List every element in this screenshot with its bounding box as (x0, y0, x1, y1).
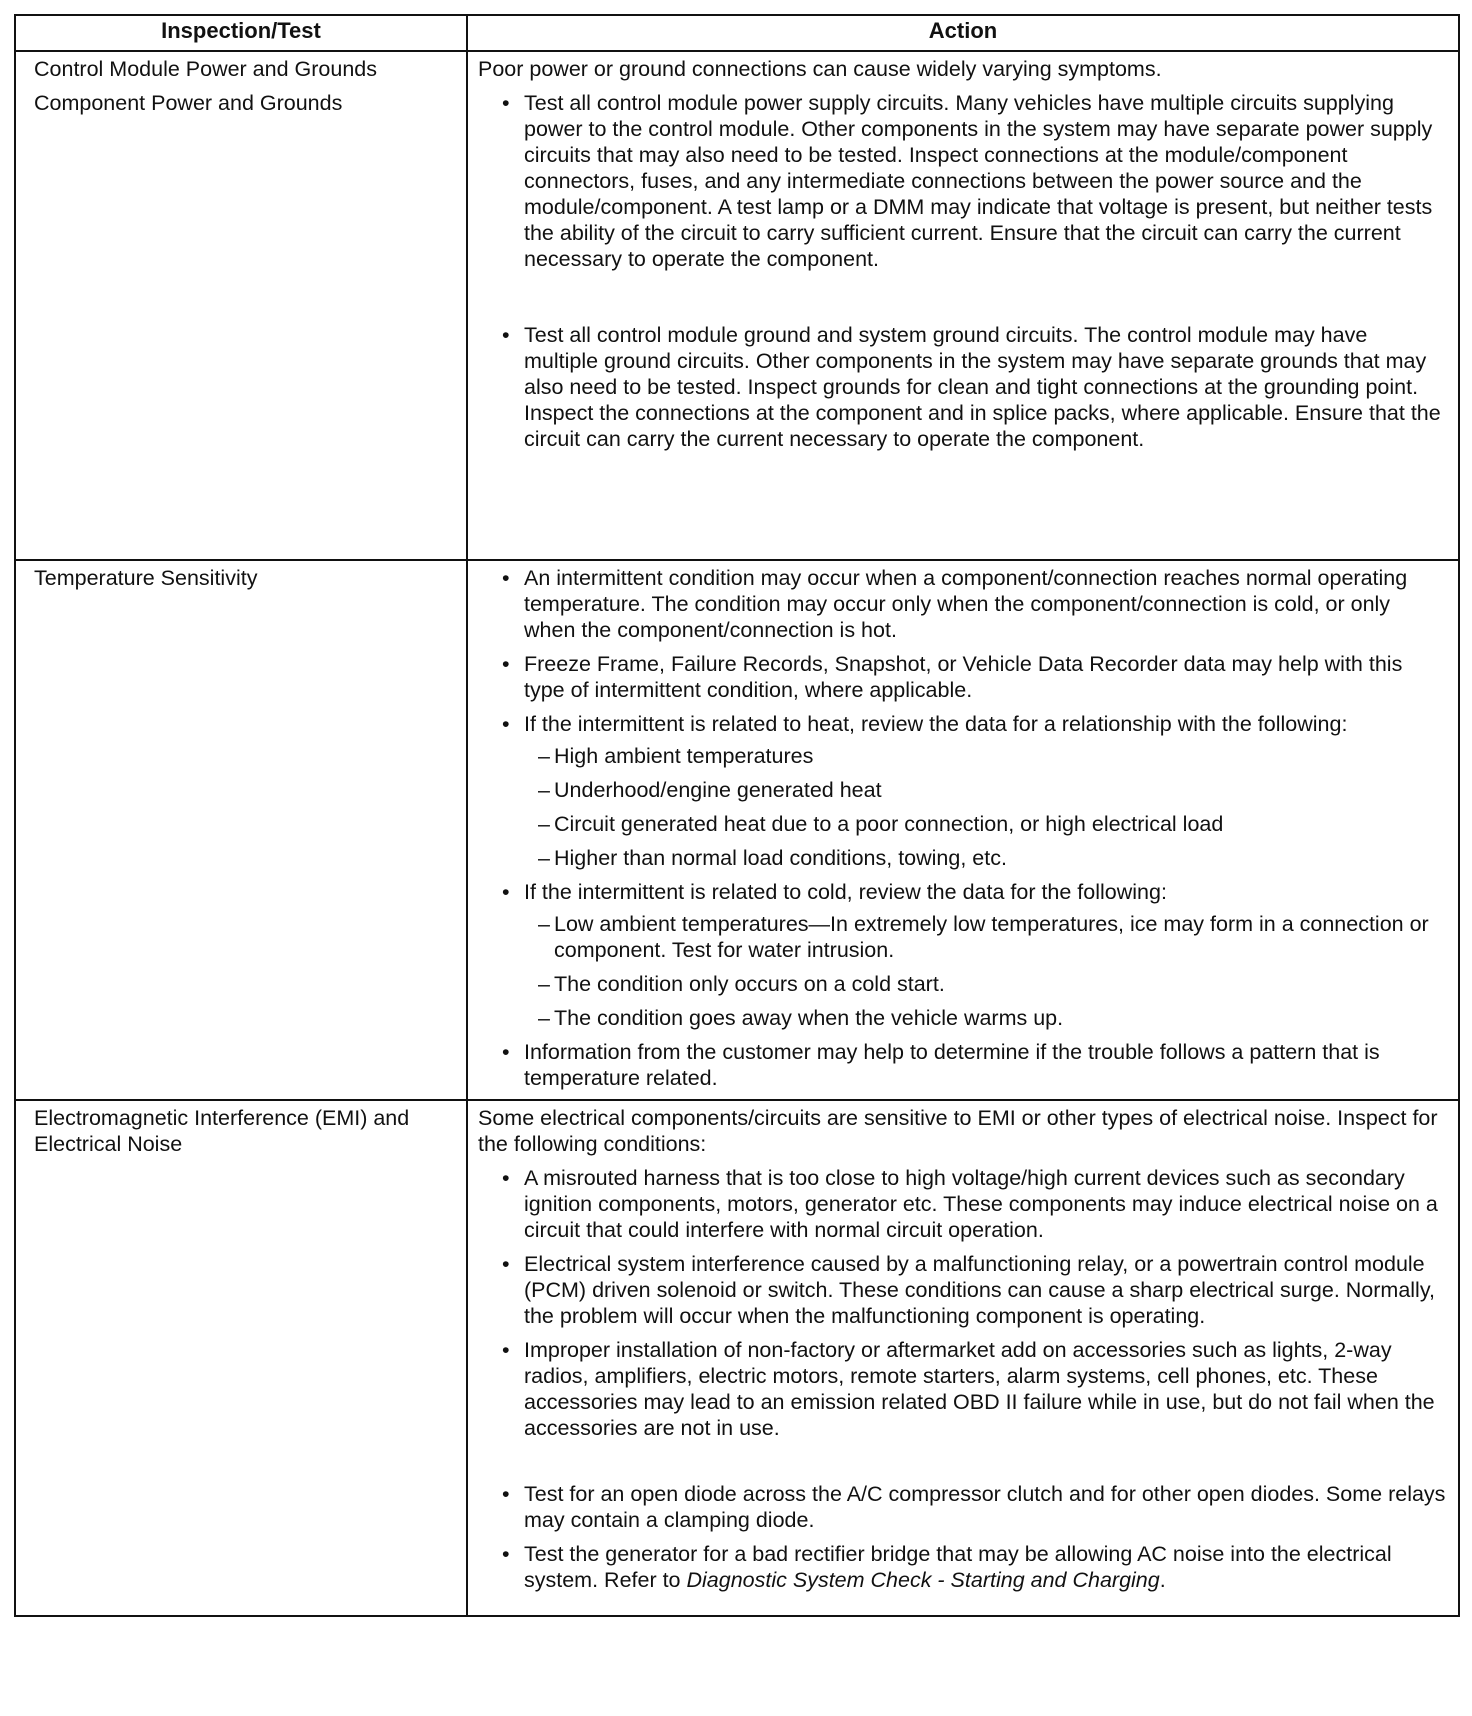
action-bullet: • Test all control module ground and system ground circuits. The control module may have multiple ground circuits. Other components in the system may have separate grounds that may also need to be tested. Inspect grounds for clean and tight connections at the grounding point. Inspect the connections at the component and in splice packs, where applicable. Ensure that the circuit can carry the current necessary to operate the component. (502, 322, 1446, 452)
action-bullet-text: Test the generator for a bad rectifier bridge that may be allowing AC noise into the electrical system. Refer to (524, 1542, 1392, 1592)
action-bullet: • Freeze Frame, Failure Records, Snapshot, or Vehicle Data Recorder data may help with this type of intermittent condition, where applicable. (502, 651, 1446, 703)
sub-item: – High ambient temperatures (538, 743, 1446, 769)
sub-item: – Circuit generated heat due to a poor connection, or high electrical load (538, 811, 1446, 837)
action-cell (467, 51, 1459, 560)
action-cell (467, 1100, 1459, 1616)
action-bullet: • A misrouted harness that is too close to high voltage/high current devices such as secondary ignition components, motors, generator etc. These components may induce electrical noise on a circuit that could interfere with normal circuit operation. (502, 1165, 1446, 1243)
inspection-table (14, 14, 1460, 1617)
header-inspection-test: Inspection/Test (15, 15, 467, 51)
action-bullet (502, 711, 1446, 871)
diagnostic-reference-link: Diagnostic System Check - Starting and Charging (686, 1568, 1160, 1592)
action-bullet-list (478, 90, 1446, 452)
header-action: Action (467, 15, 1459, 51)
sub-item: – Higher than normal load conditions, towing, etc. (538, 845, 1446, 871)
sub-item: – The condition goes away when the vehicle warms up. (538, 1005, 1446, 1031)
action-bullet (502, 879, 1446, 1031)
action-bullet: • Test for an open diode across the A/C compressor clutch and for other open diodes. Some relays may contain a clamping diode. (502, 1481, 1446, 1533)
action-cell (467, 560, 1459, 1100)
inspection-cell (15, 1100, 467, 1616)
table-row (15, 560, 1459, 1100)
sub-list-cold (524, 911, 1446, 1031)
action-bullet: • Electrical system interference caused by a malfunctioning relay, or a powertrain control module (PCM) driven solenoid or switch. These conditions can cause a sharp electrical surge. Normally, the problem will occur when the malfunctioning component is operating. (502, 1251, 1446, 1329)
action-bullet: • Information from the customer may help to determine if the trouble follows a pattern that is temperature related. (502, 1039, 1446, 1091)
action-bullet-list (478, 1165, 1446, 1593)
table-row (15, 1100, 1459, 1616)
inspection-title: Temperature Sensitivity (34, 566, 258, 590)
sub-item: – The condition only occurs on a cold start. (538, 971, 1446, 997)
header-row (15, 15, 1459, 51)
action-bullet: • Improper installation of non-factory or aftermarket add on accessories such as lights, 2-way radios, amplifiers, electric motors, remote starters, alarm systems, cell phones, etc. These accessories may lead to an emission related OBD II failure while in use, but do not fail when the accessories are not in use. (502, 1337, 1446, 1441)
action-bullet-text-end: . (1159, 1568, 1166, 1592)
inspection-title: Electromagnetic Interference (EMI) and Electrical Noise (34, 1106, 410, 1156)
sub-item: – Underhood/engine generated heat (538, 777, 1446, 803)
inspection-title: Control Module Power and Grounds (34, 57, 377, 81)
action-bullet-text: If the intermittent is related to heat, review the data for a relationship with the following: (524, 712, 1348, 736)
sub-item: – Low ambient temperatures—In extremely low temperatures, ice may form in a connection or component. Test for water intrusion. (538, 911, 1446, 963)
action-bullet: • Test all control module power supply circuits. Many vehicles have multiple circuits supplying power to the control module. Other components in the system may have separate power supply circuits that may also need to be tested. Inspect connections at the module/component connectors, fuses, and any intermediate connections between the power source and the module/component. A test lamp or a DMM may indicate that voltage is present, but neither tests the ability of the circuit to carry sufficient current. Ensure that the circuit can carry the current necessary to operate the component. (502, 90, 1446, 272)
action-bullet: • An intermittent condition may occur when a component/connection reaches normal operating temperature. The condition may occur only when the component/connection is cold, or only when the component/connection is hot. (502, 565, 1446, 643)
action-bullet-list (478, 565, 1446, 1091)
inspection-cell (15, 560, 467, 1100)
action-bullet (502, 1541, 1446, 1593)
action-intro: Poor power or ground connections can cause widely varying symptoms. (478, 57, 1162, 81)
action-intro: Some electrical components/circuits are sensitive to EMI or other types of electrical noise. Inspect for the following conditions: (478, 1106, 1438, 1156)
inspection-title: Component Power and Grounds (34, 91, 343, 115)
table-row (15, 51, 1459, 560)
inspection-cell (15, 51, 467, 560)
action-bullet-text: If the intermittent is related to cold, review the data for the following: (524, 880, 1167, 904)
sub-list-heat (524, 743, 1446, 871)
